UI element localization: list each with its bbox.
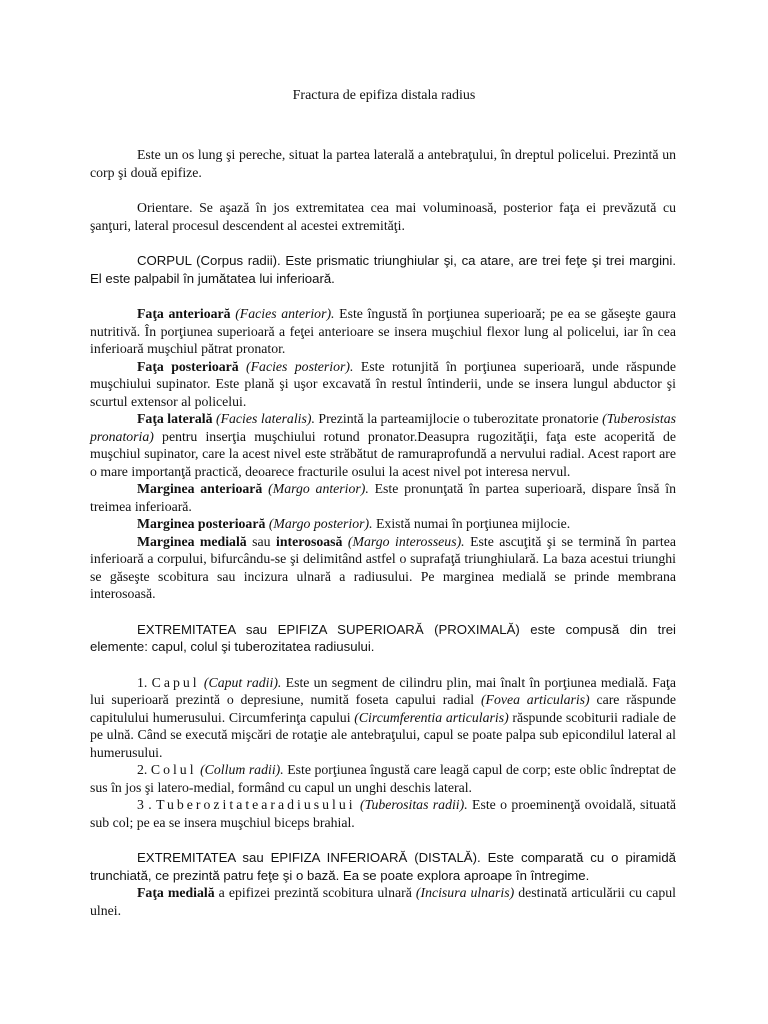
paragraph-text: care răspunde capitulului humerusului. Circumferinţa capului [90,692,677,725]
latin-term: (Margo posterior). [268,516,373,531]
heading-marginea-anterioara: Marginea anterioară [137,481,263,496]
latin-term: (Tuberositas radii). [359,797,468,812]
heading-interosoasa: interosoasă [276,533,343,549]
list-number: 1. [137,674,152,690]
paragraph-marginea-posterioara [90,515,676,533]
list-number: 3 . [137,797,157,812]
paragraph-text: Prezintă la parteamijlocie o tuberozitate pronatorie [314,411,603,426]
paragraph-corpul: CORPUL (Corpus radii). Este prismatic triunghiular şi, ca atare, are trei feţe şi trei margini. El este palpabil în jumătatea lui inferioară. [90,253,676,286]
paragraph-extremitatea-superioara: EXTREMITATEA sau EPIFIZA SUPERIOARĂ (PROXIMALĂ) este compusă din trei elemente: capul, colul şi tuberozitatea radiusului. [90,621,676,654]
heading-fata-laterala: Faţa laterală [137,411,213,426]
paragraph-text: sau [246,533,276,549]
term-tuberozitatea: Tuberozitatearadiusului [156,797,356,812]
paragraph-fata-laterala [90,410,676,480]
paragraph-text: a epifizei prezintă scobitura ulnară [214,885,416,900]
heading-marginea-mediala: Marginea medială [137,533,247,549]
latin-term: (Tuberosistas pronatoria) [90,411,676,444]
heading-marginea-posterioara: Marginea posterioară [137,516,266,531]
paragraph-fata-anterioara [90,305,676,358]
paragraph-extremitatea-inferioara: EXTREMITATEA sau EPIFIZA INFERIOARĂ (DISTALĂ). Este comparată cu o piramidă trunchiată, ce prezintă patru feţe şi o bază. Ea se poate explora aproape în întregime. [90,850,676,883]
latin-term: (Circumferentia articularis) [354,709,509,725]
heading-fata-posterioara: Faţa posterioară [137,358,239,374]
latin-term: (Facies posterior). [246,358,354,374]
paragraph-text: Este porţiunea îngustă care leagă capul de corp; este oblic îndreptat de sus în jos şi latero-medial, formând cu capul un unghi deschis lateral. [90,762,677,795]
paragraph-intro: Este un os lung şi pereche, situat la partea laterală a antebraţului, în dreptul policelui. Prezintă un corp şi două epifize. [90,147,676,180]
paragraph-text: Este pronunţată în partea superioară, dispare însă în treimea inferioară. [90,481,677,514]
latin-term: (Fovea articularis) [480,692,590,707]
latin-term: (Incisura ulnaris) [415,885,515,900]
paragraph-text: Este un segment de cilindru plin, mai înalt în porţiunea medială. Faţa lui superioară prezintă o depresiune, numită foseta capului radial [90,674,677,707]
list-number: 2. [137,762,151,777]
term-colul: Colul [150,762,197,777]
latin-term: (Collum radii). [200,762,284,777]
paragraph-text: Există numai în porţiunea mijlocie. [372,516,571,531]
term-capul: Capul [151,674,200,690]
heading-fata-anterioara: Faţa anterioară [137,306,231,321]
paragraph-capul [90,674,676,762]
document-body [90,146,676,919]
paragraph-text: răspunde scobiturii radiale de pe ulnă. Când se execută mişcări de rotaţie ale antebraţului, capul se poate palpa sub epicondilul lateral al humerusului. [90,709,676,760]
paragraph-text: destinată articulării cu capul ulnei. [90,885,676,918]
heading-fata-mediala: Faţa medială [137,885,215,900]
paragraph-text: Este rotunjită în porţiunea superioară, unde răspunde muşchiului supinator. Este plană şi uşor excavată în restul întinderii, unde se insera lungul abductor şi scurtul extensor al policelui. [90,358,676,409]
paragraph-tuberozitatea [90,796,676,831]
paragraph-fata-posterioara [90,358,676,411]
paragraph-colul [90,761,676,796]
paragraph-text: Este ascuţită şi se termină în partea inferioară a corpului, bifurcându-se şi delimitând astfel o suprafaţă triunghiulară. La baza acestui triunghi se găseşte scobitura sau incizura ulnară a radiusului. Pe marginea medială se prinde membrana interosoasă. [90,533,676,601]
latin-term: (Facies anterior). [235,306,335,321]
latin-term: (Margo anterior). [268,481,369,496]
paragraph-text: pentru inserţia muşchiului rotund pronator.Deasupra rugozităţii, faţa este acoperită de muşchiul supinator, care la acest nivel este străbătut de ramuraprofundă a nervului radial. Acest raport are o mare importanţă practică, deoarece fracturile osului la acest nivel pot interesa nervul. [90,428,676,479]
document-title: Fractura de epifiza distala radius [292,88,476,103]
paragraph-orientare: Orientare. Se aşază în jos extremitatea cea mai voluminoasă, posterior faţa ei prevăzută cu şanţuri, lateral procesul descendent al acestei extremităţi. [90,200,676,233]
paragraph-marginea-mediala [90,533,676,603]
paragraph-fata-mediala [90,884,676,919]
paragraph-text: Este o proeminenţă ovoidală, situată sub col; pe ea se insera muşchiul biceps brahial. [90,797,677,830]
latin-term: (Facies lateralis). [216,411,315,426]
paragraph-marginea-anterioara [90,480,676,515]
latin-term: (Caput radii). [203,674,282,690]
paragraph-text: Este îngustă în porţiunea superioară; pe ea se găseşte gaura nutritivă. În porţiunea superioară a feţei anterioare se insera muşchiul flexor lung al policelui, iar în cea inferioară muşchiul pătrat pronator. [90,306,676,356]
latin-term: (Margo interosseus). [347,533,465,549]
